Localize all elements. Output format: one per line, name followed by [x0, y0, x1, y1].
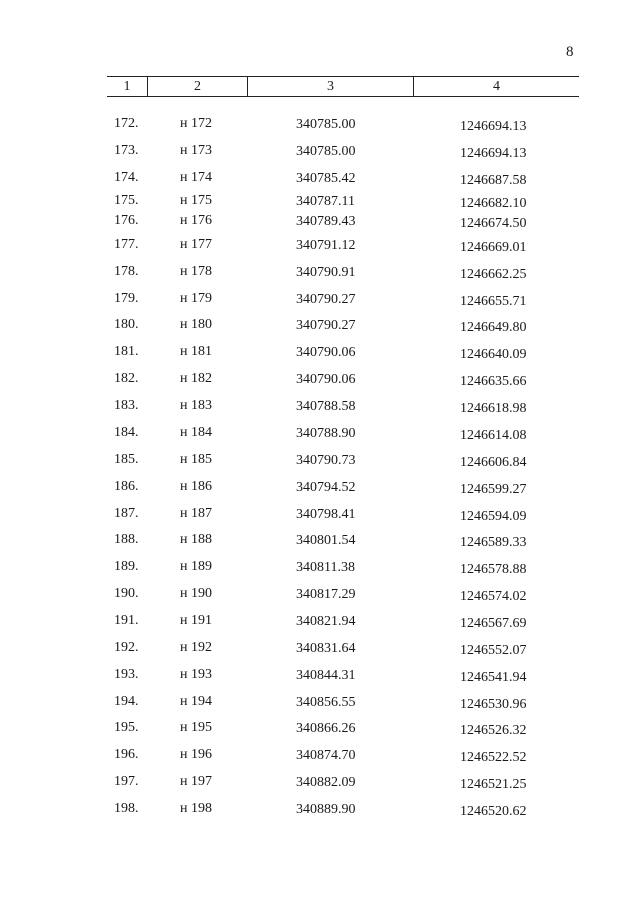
- coordinate-x: 340844.31: [296, 668, 356, 683]
- coordinate-y: 1246635.66: [460, 374, 527, 389]
- coordinate-x: 340811.38: [296, 560, 355, 575]
- coordinate-x: 340790.06: [296, 372, 356, 387]
- row-number: 190.: [114, 586, 139, 601]
- point-id: н 193: [180, 667, 212, 682]
- point-id: н 187: [180, 506, 212, 521]
- table-row: [0, 801, 639, 821]
- table-row: [0, 264, 639, 284]
- header-col-4: 4: [493, 79, 500, 94]
- point-id: н 194: [180, 694, 212, 709]
- point-id: н 181: [180, 344, 212, 359]
- coordinate-y: 1246655.71: [460, 294, 527, 309]
- row-number: 173.: [114, 143, 139, 158]
- table-row: [0, 116, 639, 136]
- coordinate-y: 1246662.25: [460, 267, 527, 282]
- table-row: [0, 694, 639, 714]
- table-row: [0, 559, 639, 579]
- row-number: 185.: [114, 452, 139, 467]
- point-id: н 197: [180, 774, 212, 789]
- table-row: [0, 452, 639, 472]
- coordinate-x: 340790.06: [296, 345, 356, 360]
- row-number: 191.: [114, 613, 139, 628]
- point-id: н 182: [180, 371, 212, 386]
- coordinate-x: 340785.42: [296, 171, 356, 186]
- coordinate-x: 340817.29: [296, 587, 356, 602]
- point-id: н 174: [180, 170, 212, 185]
- coordinate-y: 1246594.09: [460, 509, 527, 524]
- coordinate-x: 340790.27: [296, 318, 356, 333]
- coordinate-y: 1246552.07: [460, 643, 527, 658]
- table-row: [0, 317, 639, 337]
- table-row: [0, 371, 639, 391]
- table-row: [0, 586, 639, 606]
- point-id: н 180: [180, 317, 212, 332]
- coordinate-y: 1246520.62: [460, 804, 527, 819]
- point-id: н 191: [180, 613, 212, 628]
- coordinate-x: 340789.43: [296, 214, 356, 229]
- point-id: н 178: [180, 264, 212, 279]
- point-id: н 177: [180, 237, 212, 252]
- point-id: н 198: [180, 801, 212, 816]
- point-id: н 188: [180, 532, 212, 547]
- coordinate-y: 1246526.32: [460, 723, 527, 738]
- row-number: 187.: [114, 506, 139, 521]
- coordinate-y: 1246618.98: [460, 401, 527, 416]
- point-id: н 183: [180, 398, 212, 413]
- row-number: 192.: [114, 640, 139, 655]
- row-number: 181.: [114, 344, 139, 359]
- coordinate-x: 340790.27: [296, 292, 356, 307]
- coordinate-x: 340790.73: [296, 453, 356, 468]
- coordinate-x: 340785.00: [296, 117, 356, 132]
- point-id: н 176: [180, 213, 212, 228]
- coordinate-x: 340798.41: [296, 507, 356, 522]
- coordinate-y: 1246521.25: [460, 777, 527, 792]
- coordinate-y: 1246599.27: [460, 482, 527, 497]
- coordinate-x: 340821.94: [296, 614, 356, 629]
- table-row: [0, 747, 639, 767]
- coordinate-y: 1246694.13: [460, 119, 527, 134]
- coordinate-x: 340788.90: [296, 426, 356, 441]
- coordinate-y: 1246640.09: [460, 347, 527, 362]
- point-id: н 173: [180, 143, 212, 158]
- row-number: 183.: [114, 398, 139, 413]
- coordinate-y: 1246578.88: [460, 562, 527, 577]
- coordinate-y: 1246574.02: [460, 589, 527, 604]
- coordinate-x: 340889.90: [296, 802, 356, 817]
- table-row: [0, 237, 639, 257]
- row-number: 182.: [114, 371, 139, 386]
- coordinate-y: 1246682.10: [460, 196, 527, 211]
- page-number: 8: [566, 44, 574, 60]
- coordinate-x: 340787.11: [296, 194, 355, 209]
- coordinate-x: 340791.12: [296, 238, 356, 253]
- row-number: 189.: [114, 559, 139, 574]
- coordinate-x: 340874.70: [296, 748, 356, 763]
- coordinate-y: 1246589.33: [460, 535, 527, 550]
- table-row: [0, 143, 639, 163]
- row-number: 176.: [114, 213, 139, 228]
- coordinate-y: 1246522.52: [460, 750, 527, 765]
- row-number: 180.: [114, 317, 139, 332]
- coordinate-x: 340882.09: [296, 775, 356, 790]
- row-number: 197.: [114, 774, 139, 789]
- coordinate-x: 340856.55: [296, 695, 356, 710]
- point-id: н 172: [180, 116, 212, 131]
- row-number: 194.: [114, 694, 139, 709]
- point-id: н 185: [180, 452, 212, 467]
- table-row: [0, 479, 639, 499]
- coordinate-x: 340866.26: [296, 721, 356, 736]
- point-id: н 195: [180, 720, 212, 735]
- row-number: 172.: [114, 116, 139, 131]
- table-row: [0, 506, 639, 526]
- row-number: 174.: [114, 170, 139, 185]
- coordinate-y: 1246694.13: [460, 146, 527, 161]
- header-col-1: 1: [107, 77, 148, 96]
- coordinate-x: 340831.64: [296, 641, 356, 656]
- table-row: [0, 170, 639, 190]
- point-id: н 196: [180, 747, 212, 762]
- coordinate-y: 1246614.08: [460, 428, 527, 443]
- row-number: 198.: [114, 801, 139, 816]
- coordinate-x: 340794.52: [296, 480, 356, 495]
- coordinate-y: 1246674.50: [460, 216, 527, 231]
- coordinate-x: 340788.58: [296, 399, 356, 414]
- row-number: 178.: [114, 264, 139, 279]
- row-number: 177.: [114, 237, 139, 252]
- row-number: 179.: [114, 291, 139, 306]
- coordinate-y: 1246649.80: [460, 320, 527, 335]
- table-row: [0, 425, 639, 445]
- table-row: [0, 667, 639, 687]
- table-row: [0, 344, 639, 364]
- coordinate-y: 1246687.58: [460, 173, 527, 188]
- table-row: [0, 193, 639, 213]
- coordinate-x: 340801.54: [296, 533, 356, 548]
- coordinate-y: 1246669.01: [460, 240, 527, 255]
- table-row: [0, 291, 639, 311]
- point-id: н 184: [180, 425, 212, 440]
- table-row: [0, 532, 639, 552]
- table-row: [0, 640, 639, 660]
- table-row: [0, 720, 639, 740]
- row-number: 196.: [114, 747, 139, 762]
- row-number: 184.: [114, 425, 139, 440]
- table-row: [0, 774, 639, 794]
- coordinate-x: 340790.91: [296, 265, 356, 280]
- row-number: 188.: [114, 532, 139, 547]
- table-row: [0, 213, 639, 233]
- header-col-2: 2: [148, 77, 248, 96]
- table-row: [0, 613, 639, 633]
- point-id: н 186: [180, 479, 212, 494]
- coordinate-x: 340785.00: [296, 144, 356, 159]
- point-id: н 190: [180, 586, 212, 601]
- row-number: 193.: [114, 667, 139, 682]
- row-number: 195.: [114, 720, 139, 735]
- point-id: н 175: [180, 193, 212, 208]
- coordinate-y: 1246606.84: [460, 455, 527, 470]
- point-id: н 179: [180, 291, 212, 306]
- row-number: 175.: [114, 193, 139, 208]
- coordinate-y: 1246567.69: [460, 616, 527, 631]
- point-id: н 189: [180, 559, 212, 574]
- coordinate-y: 1246530.96: [460, 697, 527, 712]
- row-number: 186.: [114, 479, 139, 494]
- header-col-3: 3: [248, 77, 414, 96]
- point-id: н 192: [180, 640, 212, 655]
- coordinate-y: 1246541.94: [460, 670, 527, 685]
- table-row: [0, 398, 639, 418]
